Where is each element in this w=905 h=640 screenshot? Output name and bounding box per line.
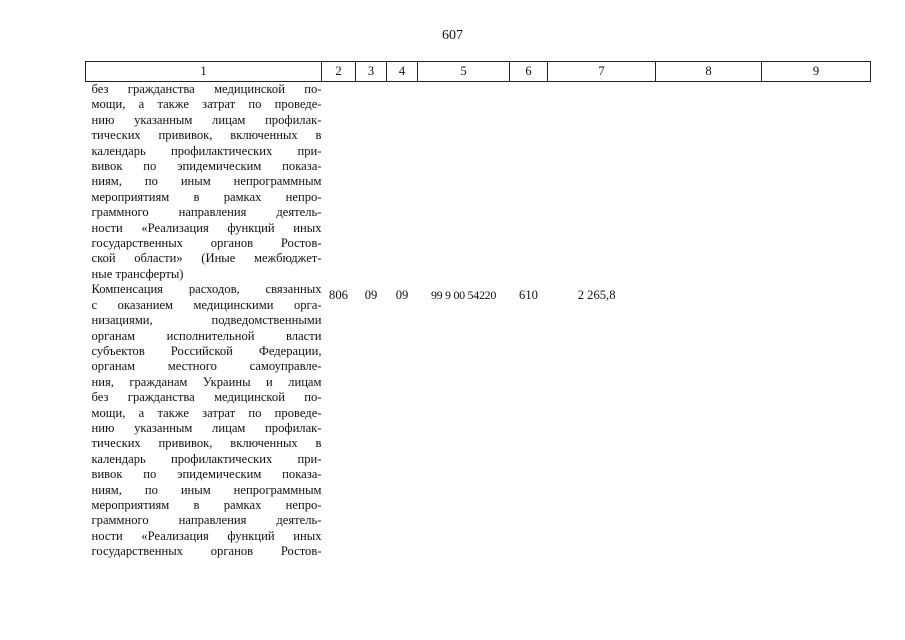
cell-amount-col8: [656, 82, 762, 283]
description-line: государственных органов Ростов-: [91, 236, 322, 251]
row-description: [86, 82, 322, 283]
cell-amount-col7: 2 265,8: [577, 288, 616, 303]
description-line: низациями, подведомственными: [91, 313, 322, 328]
description-line: мероприятиям в рамках непро-: [91, 189, 322, 204]
description-line: нию указанным лицам профилак-: [91, 420, 322, 435]
column-header-3: 3: [356, 62, 387, 82]
description-line: государственных органов Ростов-: [91, 544, 322, 559]
budget-table: [85, 61, 871, 560]
description-line: тических прививок, включенных в: [91, 128, 322, 143]
description-line: календарь профилактических при-: [91, 451, 322, 466]
cell-expense-type: 610: [519, 288, 538, 303]
description-line: тических прививок, включенных в: [91, 436, 322, 451]
row-description: [86, 282, 322, 559]
cell-amount-col8: [656, 282, 762, 559]
table-row: [86, 282, 871, 559]
column-header-1: 1: [86, 62, 322, 82]
cell-target-article: 99 9 00 54220: [430, 288, 497, 303]
page-number: 607: [442, 28, 463, 43]
cell-section-code: [356, 82, 387, 283]
column-header-7: 7: [548, 62, 656, 82]
description-line: ниям, по иным непрограммным: [91, 482, 322, 497]
column-header-5: 5: [418, 62, 510, 82]
cell-subsection-code: 09: [395, 288, 409, 303]
column-header-9: 9: [762, 62, 871, 82]
description-line: субъектов Российской Федерации,: [91, 343, 322, 358]
cell-ministry-code: 806: [329, 288, 348, 303]
description-line: мощи, а также затрат по проведе-: [91, 97, 322, 112]
table-row: [86, 82, 871, 283]
description-line: органам исполнительной власти: [91, 328, 322, 343]
description-line: органам местного самоуправле-: [91, 359, 322, 374]
cell-subsection-code: [387, 82, 418, 283]
description-line: ные трансферты): [91, 266, 184, 281]
description-line: ности «Реализация функций иных: [91, 220, 322, 235]
description-line: ниям, по иным непрограммным: [91, 174, 322, 189]
description-line: с оказанием медицинскими орга-: [91, 297, 322, 312]
description-line: ния, гражданам Украины и лицам: [91, 374, 322, 389]
header-row: [86, 62, 871, 82]
description-line: граммного направления деятель-: [91, 205, 322, 220]
cell-amount-col9: [762, 282, 871, 559]
description-line: мощи, а также затрат по проведе-: [91, 405, 322, 420]
cell-target-article: [418, 82, 510, 283]
cell-section-code: 09: [364, 288, 378, 303]
description-line: вивок по эпидемическим показа-: [91, 159, 322, 174]
description-line: граммного направления деятель-: [91, 513, 322, 528]
cell-amount-col7: [548, 82, 656, 283]
description-line: Компенсация расходов, связанных: [91, 282, 322, 297]
description-line: ности «Реализация функций иных: [91, 528, 322, 543]
description-line: нию указанным лицам профилак-: [91, 112, 322, 127]
description-line: без гражданства медицинской по-: [91, 82, 322, 96]
cell-expense-type: [510, 82, 548, 283]
column-header-6: 6: [510, 62, 548, 82]
table-body: [86, 82, 871, 560]
column-header-8: 8: [656, 62, 762, 82]
cell-ministry-code: [322, 82, 356, 283]
description-line: без гражданства медицинской по-: [91, 390, 322, 405]
cell-amount-col9: [762, 82, 871, 283]
column-header-2: 2: [322, 62, 356, 82]
column-header-4: 4: [387, 62, 418, 82]
description-line: вивок по эпидемическим показа-: [91, 467, 322, 482]
description-line: ской области» (Иные межбюджет-: [91, 251, 322, 266]
description-line: календарь профилактических при-: [91, 143, 322, 158]
table-header: [86, 62, 871, 82]
description-line: мероприятиям в рамках непро-: [91, 497, 322, 512]
